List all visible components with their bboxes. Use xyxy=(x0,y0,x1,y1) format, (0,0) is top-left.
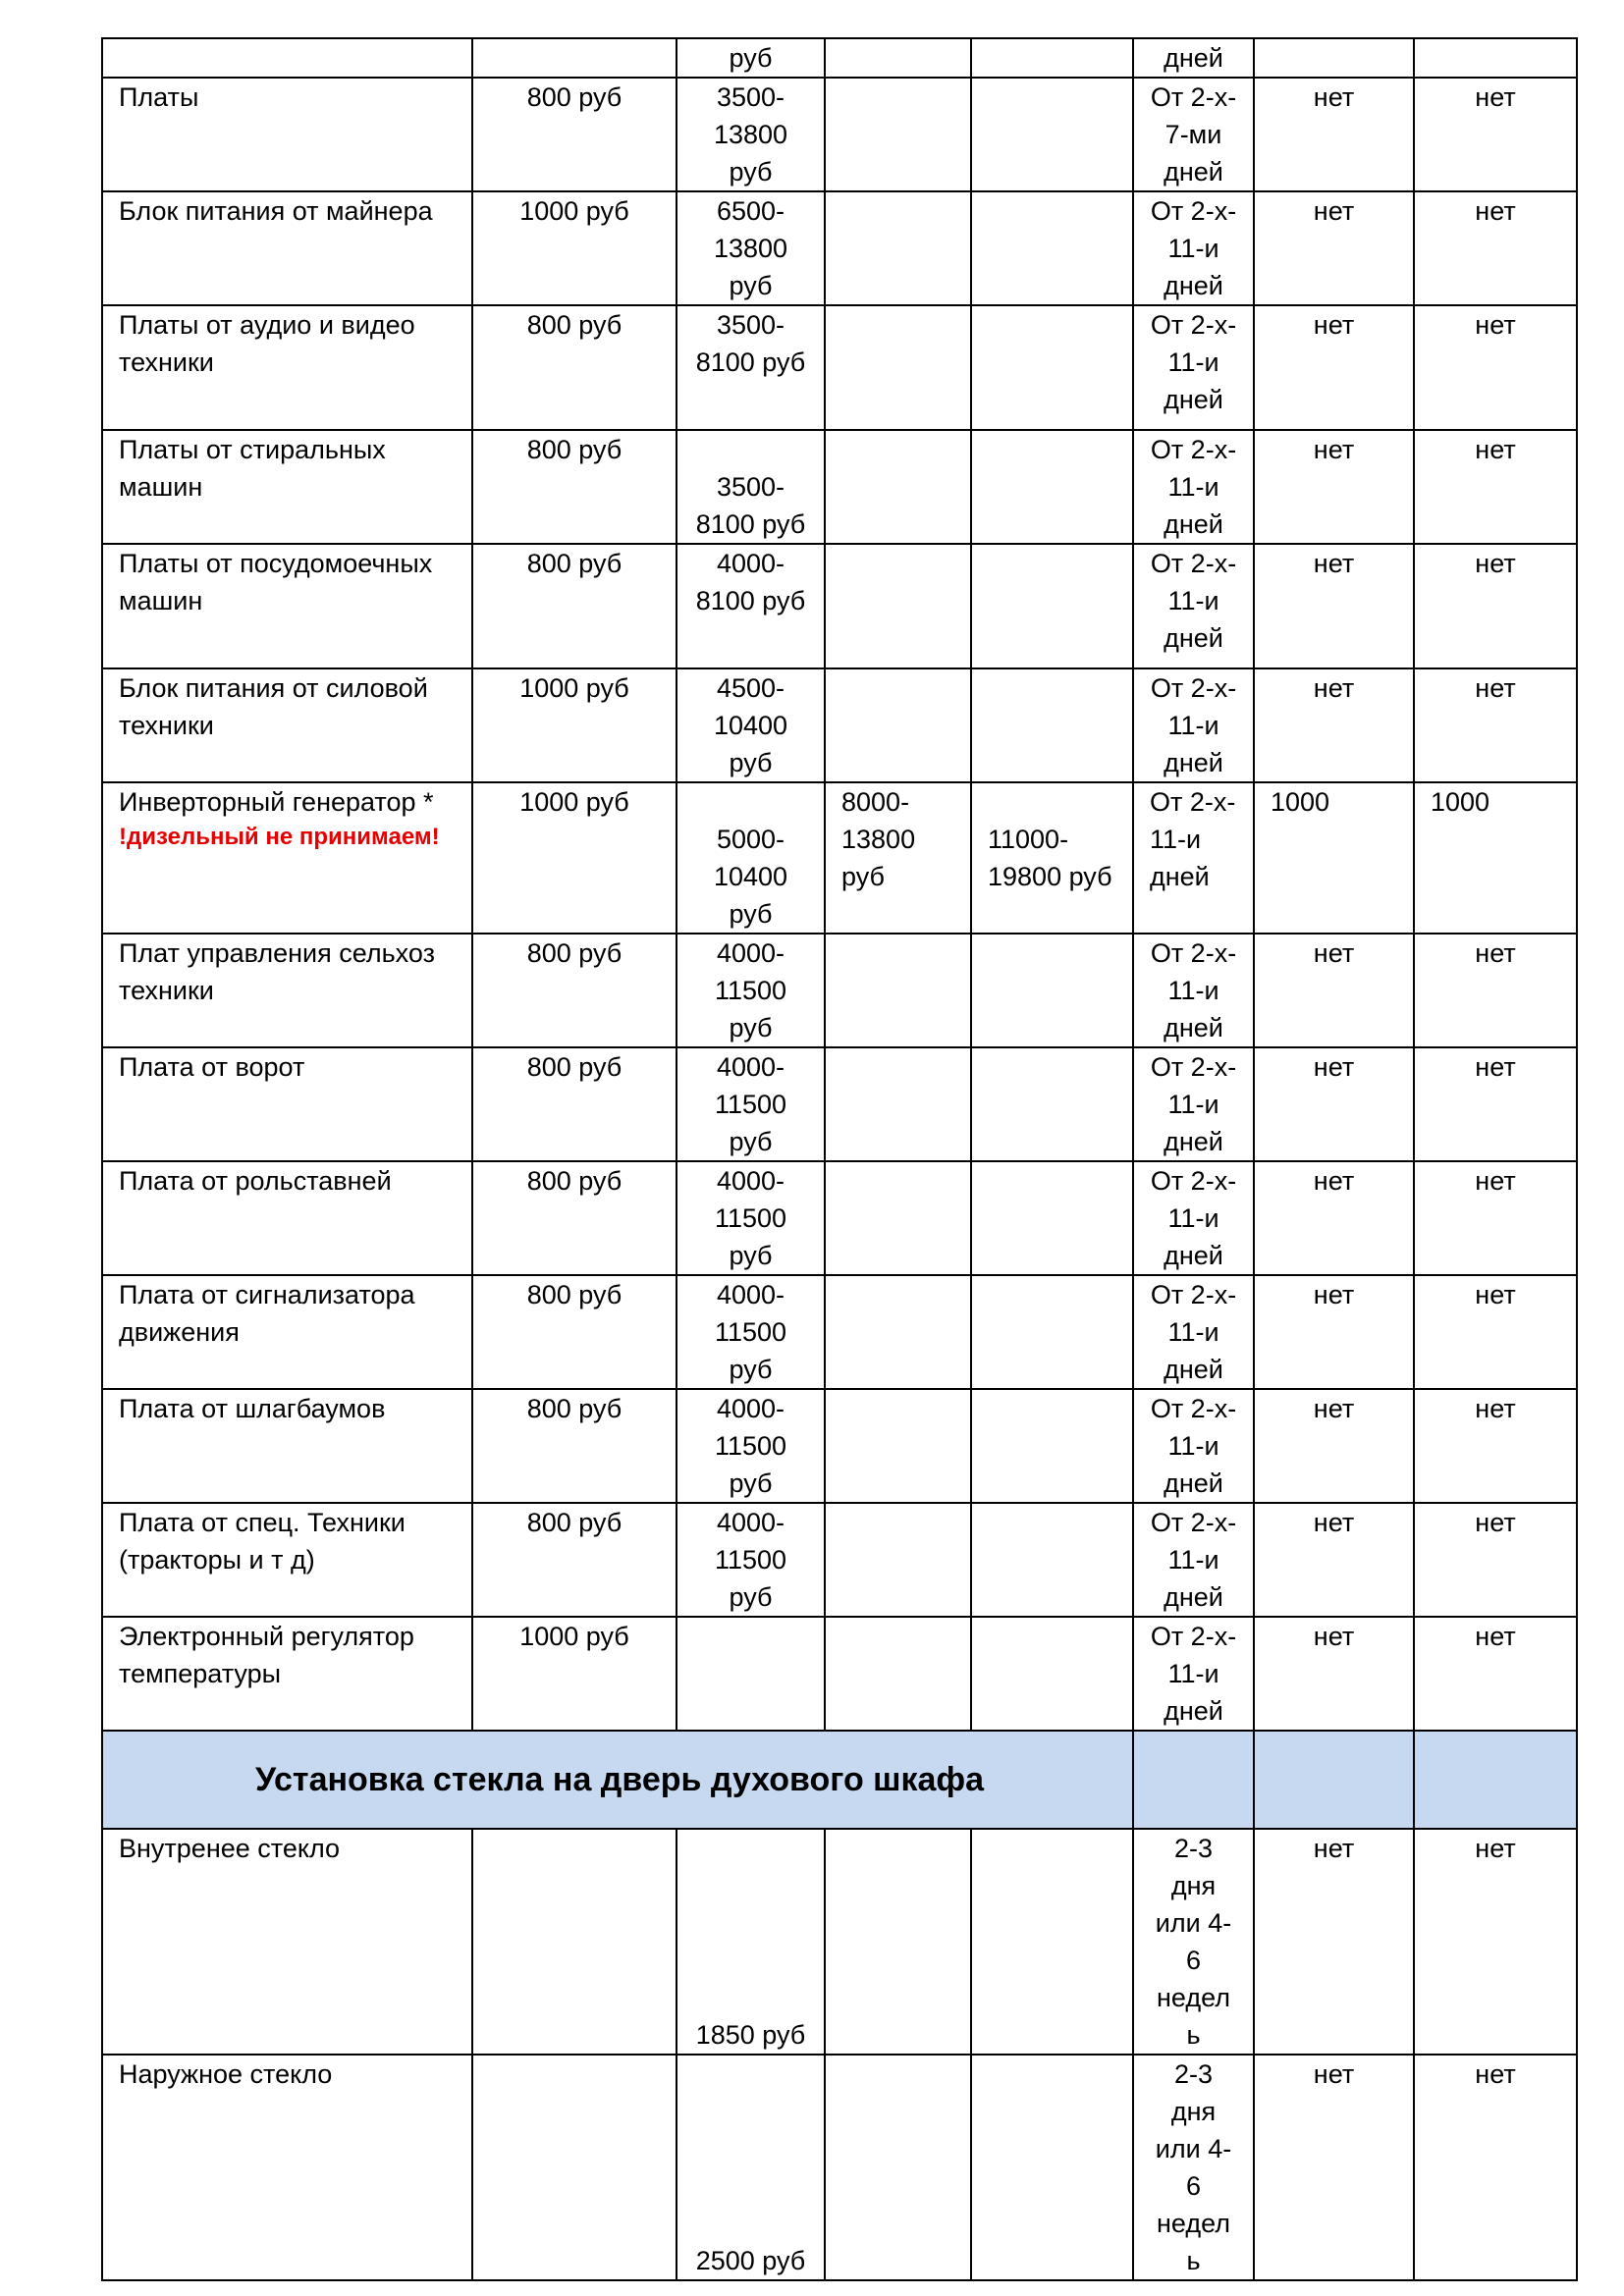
repair-price: 3500- 8100 руб xyxy=(677,430,825,544)
table-row xyxy=(102,668,1577,782)
extra-col-1: нет xyxy=(1254,1275,1414,1389)
diagnostic-price: 1000 руб xyxy=(472,782,677,934)
table-row xyxy=(102,1617,1577,1731)
repair-term: От 2-х- 11-и дней xyxy=(1133,668,1254,782)
table-row xyxy=(102,1275,1577,1389)
diagnostic-price: 800 руб xyxy=(472,305,677,430)
extra-col-2: нет xyxy=(1414,1617,1577,1731)
diagnostic-price: 1000 руб xyxy=(472,1617,677,1731)
diagnostic-price: 800 руб xyxy=(472,544,677,668)
repair-price: 4000- 11500 руб xyxy=(677,1389,825,1503)
table-row xyxy=(102,2055,1577,2280)
extra-col-2: нет xyxy=(1414,430,1577,544)
service-name: Платы xyxy=(102,78,472,191)
service-name: Платы от аудио и видео техники xyxy=(102,305,472,430)
repair-term: От 2-х- 11-и дней xyxy=(1133,1161,1254,1275)
repair-price-3: 11000- 19800 руб xyxy=(971,782,1133,934)
repair-price: 3500- 13800 руб xyxy=(677,78,825,191)
table-row xyxy=(102,1503,1577,1617)
repair-price xyxy=(677,1617,825,1731)
extra-col-2: нет xyxy=(1414,668,1577,782)
extra-col-1: нет xyxy=(1254,1161,1414,1275)
service-name: Внутренее стекло xyxy=(102,1829,472,2055)
repair-price: 4000- 11500 руб xyxy=(677,934,825,1047)
diagnostic-price: 800 руб xyxy=(472,1275,677,1389)
extra-col-1: нет xyxy=(1254,544,1414,668)
service-name: Наружное стекло xyxy=(102,2055,472,2280)
extra-col-1: нет xyxy=(1254,2055,1414,2280)
repair-price-2: 8000- 13800 руб xyxy=(825,782,971,934)
repair-price: 4000- 11500 руб xyxy=(677,1161,825,1275)
extra-col-2: нет xyxy=(1414,1047,1577,1161)
table-row xyxy=(102,430,1577,544)
extra-col-1: нет xyxy=(1254,305,1414,430)
service-name: Электронный регулятор температуры xyxy=(102,1617,472,1731)
table-row xyxy=(102,1829,1577,2055)
table-row xyxy=(102,78,1577,191)
price-cell: руб xyxy=(677,38,825,78)
section-title: Установка стекла на дверь духового шкафа xyxy=(102,1731,1133,1829)
table-row xyxy=(102,1047,1577,1161)
install-term: 2-3 дня или 4- 6 недел ь xyxy=(1133,1829,1254,2055)
service-name: Блок питания от силовой техники xyxy=(102,668,472,782)
service-name: Платы от посудомоечных машин xyxy=(102,544,472,668)
diagnostic-price: 800 руб xyxy=(472,430,677,544)
repair-term: От 2-х- 11-и дней xyxy=(1133,430,1254,544)
term-cell: дней xyxy=(1133,38,1254,78)
repair-term: От 2-х- 7-ми дней xyxy=(1133,78,1254,191)
table-row xyxy=(102,191,1577,305)
extra-col-2: нет xyxy=(1414,1503,1577,1617)
extra-col-1: нет xyxy=(1254,1047,1414,1161)
repair-term: От 2-х- 11-и дней xyxy=(1133,1389,1254,1503)
extra-col-1: нет xyxy=(1254,1617,1414,1731)
repair-term: От 2-х- 11-и дней xyxy=(1133,1617,1254,1731)
extra-col-2: нет xyxy=(1414,1275,1577,1389)
diagnostic-price: 800 руб xyxy=(472,78,677,191)
extra-col-2: нет xyxy=(1414,191,1577,305)
table-row xyxy=(102,934,1577,1047)
service-name xyxy=(102,782,472,934)
repair-price: 4000- 11500 руб xyxy=(677,1503,825,1617)
repair-term: От 2-х- 11-и дней xyxy=(1133,1047,1254,1161)
service-name: Платы от стиральных машин xyxy=(102,430,472,544)
table-row xyxy=(102,1161,1577,1275)
extra-col-1: 1000 xyxy=(1254,782,1414,934)
extra-col-1: нет xyxy=(1254,191,1414,305)
table-row xyxy=(102,782,1577,934)
extra-col-1: нет xyxy=(1254,1389,1414,1503)
glass-price: 2500 руб xyxy=(677,2055,825,2280)
service-name: Плата от шлагбаумов xyxy=(102,1389,472,1503)
service-name: Плата от ворот xyxy=(102,1047,472,1161)
install-term: 2-3 дня или 4- 6 недел ь xyxy=(1133,2055,1254,2280)
service-name: Плата от рольставней xyxy=(102,1161,472,1275)
table-row xyxy=(102,1389,1577,1503)
diagnostic-price: 1000 руб xyxy=(472,191,677,305)
repair-term: От 2-х- 11-и дней xyxy=(1133,544,1254,668)
repair-term: От 2-х- 11-и дней xyxy=(1133,191,1254,305)
diesel-warning-note: !дизельный не принимаем! xyxy=(119,824,440,850)
extra-col-2: нет xyxy=(1414,2055,1577,2280)
repair-term: От 2-х- 11-и дней xyxy=(1133,305,1254,430)
repair-term: От 2-х- 11-и дней xyxy=(1133,934,1254,1047)
table-row xyxy=(102,544,1577,668)
repair-term: От 2-х- 11-и дней xyxy=(1133,1503,1254,1617)
price-table xyxy=(101,37,1578,2281)
extra-col-2: 1000 xyxy=(1414,782,1577,934)
diagnostic-price: 800 руб xyxy=(472,1161,677,1275)
repair-term: От 2-х- 11-и дней xyxy=(1133,1275,1254,1389)
extra-col-2: нет xyxy=(1414,1829,1577,2055)
section-header-row xyxy=(102,1731,1577,1829)
repair-term: От 2-х- 11-и дней xyxy=(1133,782,1254,934)
extra-col-1: нет xyxy=(1254,430,1414,544)
extra-col-2: нет xyxy=(1414,78,1577,191)
extra-col-1: нет xyxy=(1254,668,1414,782)
extra-col-1: нет xyxy=(1254,1829,1414,2055)
extra-col-1: нет xyxy=(1254,934,1414,1047)
repair-price: 3500- 8100 руб xyxy=(677,305,825,430)
generator-name: Инверторный генератор * xyxy=(119,787,434,817)
extra-col-2: нет xyxy=(1414,544,1577,668)
repair-price: 4000- 8100 руб xyxy=(677,544,825,668)
repair-price: 4000- 11500 руб xyxy=(677,1047,825,1161)
extra-col-2: нет xyxy=(1414,1389,1577,1503)
service-name: Плата от спец. Техники (тракторы и т д) xyxy=(102,1503,472,1617)
service-name: Плат управления сельхоз техники xyxy=(102,934,472,1047)
table-row xyxy=(102,38,1577,78)
extra-col-2: нет xyxy=(1414,305,1577,430)
service-name: Блок питания от майнера xyxy=(102,191,472,305)
repair-price: 4000- 11500 руб xyxy=(677,1275,825,1389)
repair-price: 4500- 10400 руб xyxy=(677,668,825,782)
diagnostic-price: 800 руб xyxy=(472,934,677,1047)
glass-price: 1850 руб xyxy=(677,1829,825,2055)
repair-price: 6500- 13800 руб xyxy=(677,191,825,305)
diagnostic-price: 800 руб xyxy=(472,1389,677,1503)
extra-col-2: нет xyxy=(1414,1161,1577,1275)
repair-price: 5000- 10400 руб xyxy=(677,782,825,934)
table-row xyxy=(102,305,1577,430)
diagnostic-price: 800 руб xyxy=(472,1503,677,1617)
extra-col-1: нет xyxy=(1254,78,1414,191)
extra-col-1: нет xyxy=(1254,1503,1414,1617)
extra-col-2: нет xyxy=(1414,934,1577,1047)
service-name: Плата от сигнализатора движения xyxy=(102,1275,472,1389)
diagnostic-price: 1000 руб xyxy=(472,668,677,782)
diagnostic-price: 800 руб xyxy=(472,1047,677,1161)
